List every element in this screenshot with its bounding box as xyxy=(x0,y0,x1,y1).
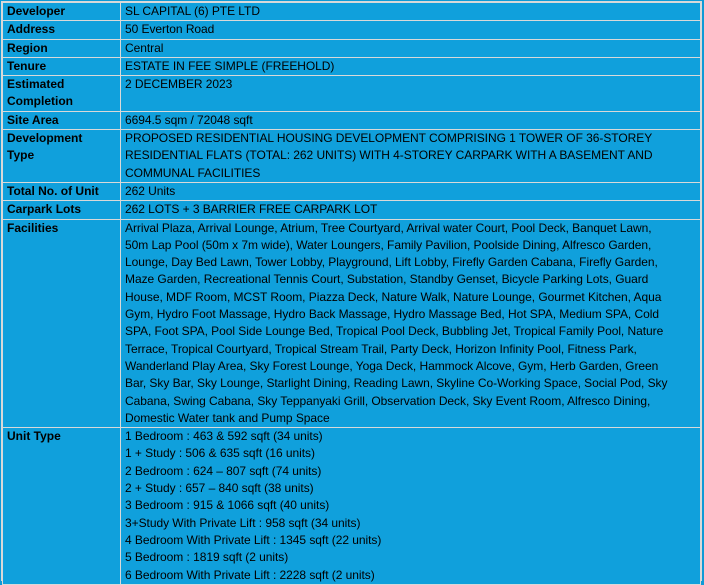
site-area-value: 6694.5 sqm / 72048 sqft xyxy=(121,111,701,129)
facilities-line: Domestic Water tank and Pump Space xyxy=(125,410,330,425)
tenure-value: ESTATE IN FEE SIMPLE (FREEHOLD) xyxy=(121,57,701,75)
facilities-line: Terrace, Tropical Courtyard, Tropical Stream Trail, Party Deck, Horizon Infinity Pool, Fitness Park, xyxy=(125,341,637,356)
project-details-sheet xyxy=(1,1,702,581)
project-details-table xyxy=(2,2,701,585)
table-row-facilities xyxy=(3,219,701,428)
development-type-line: COMMUNAL FACILITIES xyxy=(125,165,261,180)
completion-label xyxy=(3,76,121,112)
development-type-label xyxy=(3,130,121,183)
table-row-tenure xyxy=(3,57,701,75)
development-type-value xyxy=(121,130,701,183)
unit-type-line: 6 Bedroom With Private Lift : 2228 sqft (2 units) xyxy=(125,567,375,582)
facilities-line: House, MDF Room, MCST Room, Piazza Deck, Nature Walk, Nature Lounge, Gourmet Kitchen, Aqua xyxy=(125,289,662,304)
facilities-line: Gym, Hydro Foot Massage, Hydro Back Massage, Hydro Massage Bed, Hot SPA, Medium SPA, Cold xyxy=(125,307,659,322)
table-row-region xyxy=(3,39,701,57)
facilities-line: Arrival Plaza, Arrival Lounge, Atrium, Tree Courtyard, Arrival water Court, Pool Deck, Banquet Lawn, xyxy=(125,220,652,235)
table-row-completion xyxy=(3,76,701,112)
table-row-site-area xyxy=(3,111,701,129)
tenure-label: Tenure xyxy=(3,57,121,75)
unit-type-line: 3 Bedroom : 915 & 1066 sqft (40 units) xyxy=(125,498,330,513)
site-area-label: Site Area xyxy=(3,111,121,129)
table-row-development-type xyxy=(3,130,701,183)
facilities-value xyxy=(121,219,701,428)
completion-label-line: Completion xyxy=(7,94,73,109)
facilities-line: 50m Lap Pool (50m x 7m wide), Water Loungers, Family Pavilion, Poolside Dining, Alfresco Garden, xyxy=(125,237,652,252)
carpark-label: Carpark Lots xyxy=(3,201,121,219)
facilities-line: Lounge, Day Bed Lawn, Tower Lobby, Playground, Lift Lobby, Firefly Garden Cabana, Firefly Garden, xyxy=(125,255,658,270)
completion-label-line: Estimated xyxy=(7,77,65,92)
region-value: Central xyxy=(121,39,701,57)
unit-type-line: 1 Bedroom : 463 & 592 sqft (34 units) xyxy=(125,429,323,444)
facilities-line: Maze Garden, Recreational Tennis Court, Substation, Standby Genset, Bicycle Parking Lots, Guard xyxy=(125,272,649,287)
region-label: Region xyxy=(3,39,121,57)
completion-value: 2 DECEMBER 2023 xyxy=(121,76,701,112)
carpark-value: 262 LOTS + 3 BARRIER FREE CARPARK LOT xyxy=(121,201,701,219)
table-row-developer xyxy=(3,3,701,21)
facilities-label: Facilities xyxy=(3,219,121,428)
developer-label: Developer xyxy=(3,3,121,21)
table-row-unit-type xyxy=(3,428,701,585)
unit-type-line: 2 Bedroom : 624 – 807 sqft (74 units) xyxy=(125,463,322,478)
unit-type-line: 3+Study With Private Lift : 958 sqft (34 units) xyxy=(125,515,361,530)
address-label: Address xyxy=(3,21,121,39)
table-row-address xyxy=(3,21,701,39)
unit-type-label: Unit Type xyxy=(3,428,121,585)
development-type-line: PROPOSED RESIDENTIAL HOUSING DEVELOPMENT COMPRISING 1 TOWER OF 36-STOREY xyxy=(125,131,653,146)
developer-value: SL CAPITAL (6) PTE LTD xyxy=(121,3,701,21)
unit-type-line: 1 + Study : 506 & 635 sqft (16 units) xyxy=(125,446,315,461)
development-type-label-line: Development xyxy=(7,131,83,146)
table-row-total-units xyxy=(3,182,701,200)
total-units-value: 262 Units xyxy=(121,182,701,200)
development-type-label-line: Type xyxy=(7,148,35,163)
development-type-line: RESIDENTIAL FLATS (TOTAL: 262 UNITS) WITH 4-STOREY CARPARK WITH A BASEMENT AND xyxy=(125,148,653,163)
facilities-line: SPA, Foot SPA, Pool Side Lounge Bed, Tropical Pool Deck, Bubbling Jet, Tropical Family Pool, Nature xyxy=(125,324,664,339)
unit-type-value xyxy=(121,428,701,585)
facilities-line: Bar, Sky Bar, Sky Lounge, Starlight Dining, Reading Lawn, Skyline Co-Working Space, Social Pod, Sky xyxy=(125,376,668,391)
facilities-line: Cabana, Swing Cabana, Sky Teppanyaki Grill, Observation Deck, Sky Event Room, Alfresco Dining, xyxy=(125,393,651,408)
unit-type-line: 5 Bedroom : 1819 sqft (2 units) xyxy=(125,550,289,565)
facilities-line: Wanderland Play Area, Sky Forest Lounge, Yoga Deck, Hammock Alcove, Gym, Herb Garden, Green xyxy=(125,358,659,373)
unit-type-line: 4 Bedroom With Private Lift : 1345 sqft (22 units) xyxy=(125,532,382,547)
unit-type-line: 2 + Study : 657 – 840 sqft (38 units) xyxy=(125,481,314,496)
table-row-carpark xyxy=(3,201,701,219)
address-value: 50 Everton Road xyxy=(121,21,701,39)
total-units-label: Total No. of Unit xyxy=(3,182,121,200)
